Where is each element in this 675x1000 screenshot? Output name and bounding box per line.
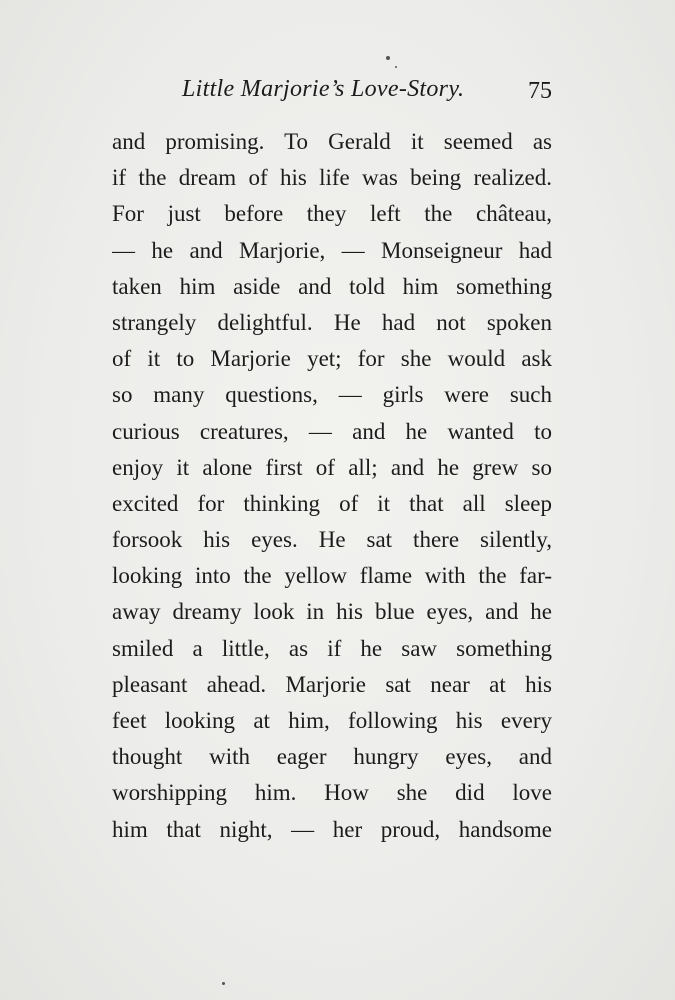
text-line: forsook his eyes. He sat there silently, bbox=[112, 527, 552, 553]
text-line: thought with eager hungry eyes, and bbox=[112, 744, 552, 770]
text-line: pleasant ahead. Marjorie sat near at his bbox=[112, 671, 552, 697]
text-line: excited for thinking of it that all sleep bbox=[112, 490, 552, 516]
text-line: away dreamy look in his blue eyes, and he bbox=[112, 599, 552, 625]
ink-speck bbox=[222, 982, 225, 985]
text-line: taken him aside and told him something bbox=[112, 273, 552, 299]
text-line: — he and Marjorie, — Monseigneur had bbox=[112, 237, 552, 263]
page-number: 75 bbox=[528, 78, 552, 104]
running-title: Little Marjorie’s Love-Story. bbox=[182, 76, 465, 102]
text-line: looking into the yellow flame with the far- bbox=[112, 563, 552, 589]
text-line: worshipping him. How she did love bbox=[112, 780, 552, 806]
text-line: him that night, — her proud, handsome bbox=[112, 816, 552, 842]
text-line: of it to Marjorie yet; for she would ask bbox=[112, 346, 552, 372]
text-line: feet looking at him, following his every bbox=[112, 708, 552, 733]
text-line: if the dream of his life was being realized. bbox=[112, 165, 552, 191]
body-text bbox=[112, 124, 552, 848]
text-line: curious creatures, — and he wanted to bbox=[112, 418, 552, 444]
text-line: For just before they left the château, bbox=[112, 201, 552, 227]
text-line: and promising. To Gerald it seemed as bbox=[112, 129, 552, 154]
text-line: smiled a little, as if he saw something bbox=[112, 635, 552, 661]
text-line: strangely delightful. He had not spoken bbox=[112, 309, 552, 335]
text-line: so many questions, — girls were such bbox=[112, 382, 552, 408]
text-line: enjoy it alone first of all; and he grew so bbox=[112, 454, 552, 480]
ink-speck bbox=[386, 56, 390, 60]
running-head bbox=[112, 76, 552, 112]
ink-speck bbox=[395, 66, 397, 68]
